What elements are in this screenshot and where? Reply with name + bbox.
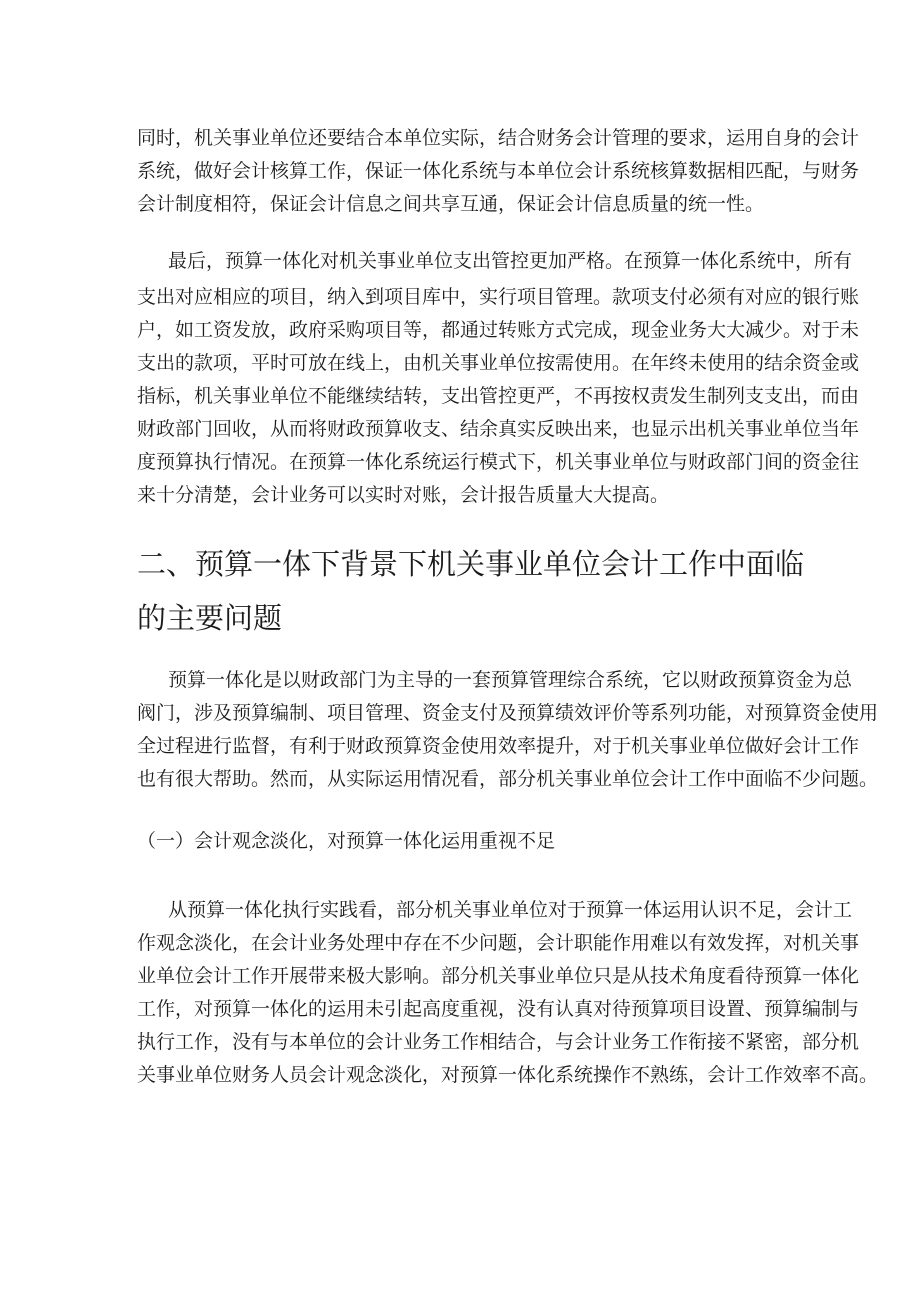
- text-line: 会计制度相符，保证会计信息之间共享互通，保证会计信息质量的统一性。: [137, 193, 765, 215]
- text-line: 阀门，涉及预算编制、项目管理、资金支付及预算绩效评价等系列功能，对预算资金使用: [137, 702, 879, 724]
- text-line: 全过程进行监督，有利于财政预算资金使用效率提升，对于机关事业单位做好会计工作: [137, 735, 860, 757]
- text-line: 预算一体化是以财政部门为主导的一套预算管理综合系统，它以财政预算资金为总: [168, 669, 853, 691]
- text-line: 业单位会计工作开展带来极大影响。部分机关事业单位只是从技术角度看待预算一体化: [137, 965, 860, 987]
- text-line: 最后，预算一体化对机关事业单位支出管控更加严格。在预算一体化系统中，所有: [168, 250, 853, 272]
- text-line: 支出对应相应的项目，纳入到项目库中，实行项目管理。款项支付必须有对应的银行账: [137, 286, 860, 308]
- text-line: 也有很大帮助。然而，从实际运用情况看，部分机关事业单位会计工作中面临不少问题。: [137, 768, 879, 790]
- text-line: 度预算执行情况。在预算一体化系统运行模式下，机关事业单位与财政部门间的资金往: [137, 451, 860, 473]
- text-line: 工作，对预算一体化的运用未引起高度重视，没有认真对待预算项目设置、预算编制与: [137, 998, 860, 1020]
- text-line: 从预算一体化执行实践看，部分机关事业单位对于预算一体运用认识不足，会计工: [168, 899, 853, 921]
- text-line: 作观念淡化，在会计业务处理中存在不少问题，会计职能作用难以有效发挥，对机关事: [137, 932, 860, 954]
- text-line: 同时，机关事业单位还要结合本单位实际，结合财务会计管理的要求，运用自身的会计: [137, 127, 860, 149]
- text-line: 财政部门回收，从而将财政预算收支、结余真实反映出来，也显示出机关事业单位当年: [137, 418, 860, 440]
- text-line: 指标，机关事业单位不能继续结转，支出管控更严，不再按权责发生制列支支出，而由: [137, 385, 860, 407]
- text-line: 执行工作，没有与本单位的会计业务工作相结合，与会计业务工作衔接不紧密，部分机: [137, 1031, 860, 1053]
- text-line: 支出的款项，平时可放在线上，由机关事业单位按需使用。在年终未使用的结余资金或: [137, 352, 860, 374]
- subsection-heading: （一）会计观念淡化，对预算一体化运用重视不足: [137, 830, 556, 852]
- text-line: 关事业单位财务人员会计观念淡化，对预算一体化系统操作不熟练，会计工作效率不高。: [137, 1064, 879, 1086]
- text-line: 来十分清楚，会计业务可以实时对账，会计报告质量大大提高。: [137, 484, 670, 506]
- heading-line: 的主要问题: [137, 601, 283, 635]
- text-line: 系统，做好会计核算工作，保证一体化系统与本单位会计系统核算数据相匹配，与财务: [137, 160, 860, 182]
- heading-line: 二、预算一体下背景下机关事业单位会计工作中面临: [137, 547, 805, 581]
- text-line: 户，如工资发放，政府采购项目等，都通过转账方式完成，现金业务大大减少。对于未: [137, 319, 860, 341]
